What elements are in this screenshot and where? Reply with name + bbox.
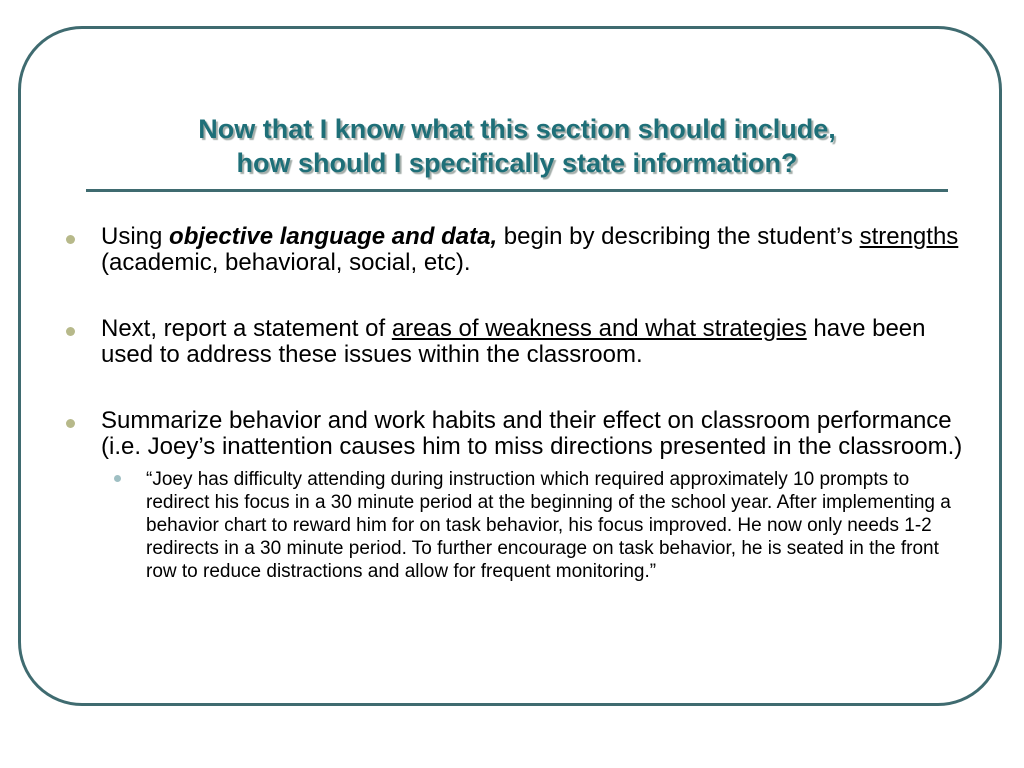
- bullet-item-1: [64, 224, 964, 276]
- title-divider: [86, 189, 948, 192]
- bullet-dot-icon: [66, 327, 75, 336]
- bullet-2-text-end: have been used to address these issues within the classroom.: [101, 315, 926, 368]
- bullet-1-text-middle: begin by describing the student’s: [497, 223, 860, 250]
- bullet-item-3: [64, 408, 964, 583]
- slide-title-line-2: how should I specifically state information?: [236, 148, 798, 178]
- sub-bullet-1-text: “Joey has difficulty attending during instruction which required approximately 10 prompts to redirect his focus in a 30 minute period at the beginning of the school year. After implementing a behavior chart to reward him for on task behavior, his focus improved. He now only needs 1-2 redirects in a 30 minute period. To further encourage on task behavior, he is seated in the front row to reduce distractions and allow for frequent monitoring.”: [146, 469, 951, 582]
- bullet-dot-icon: [66, 235, 75, 244]
- bullet-2-underlined: areas of weakness and what strategies: [391, 315, 807, 342]
- bullet-item-2: [64, 316, 964, 368]
- bullet-dot-icon: [66, 419, 75, 428]
- bullet-3-text: Summarize behavior and work habits and their effect on classroom performance (i.e. Joey’s inattention causes him to miss directions presented in the classroom.): [101, 407, 963, 460]
- sub-bullet-item-1: [101, 468, 964, 583]
- bullet-1-emphasis: objective language and data,: [169, 223, 498, 250]
- bullet-1-text-start: Using: [101, 223, 170, 250]
- slide-title-line-1: Now that I know what this section should include,: [198, 114, 836, 144]
- bullet-2-text-start: Next, report a statement of: [101, 315, 392, 342]
- bullet-list: [64, 224, 964, 583]
- bullet-1-text-end: (academic, behavioral, social, etc).: [101, 249, 471, 276]
- sub-bullet-dot-icon: [114, 475, 121, 482]
- bullet-1-underlined: strengths: [859, 223, 959, 250]
- slide-title: [86, 112, 948, 180]
